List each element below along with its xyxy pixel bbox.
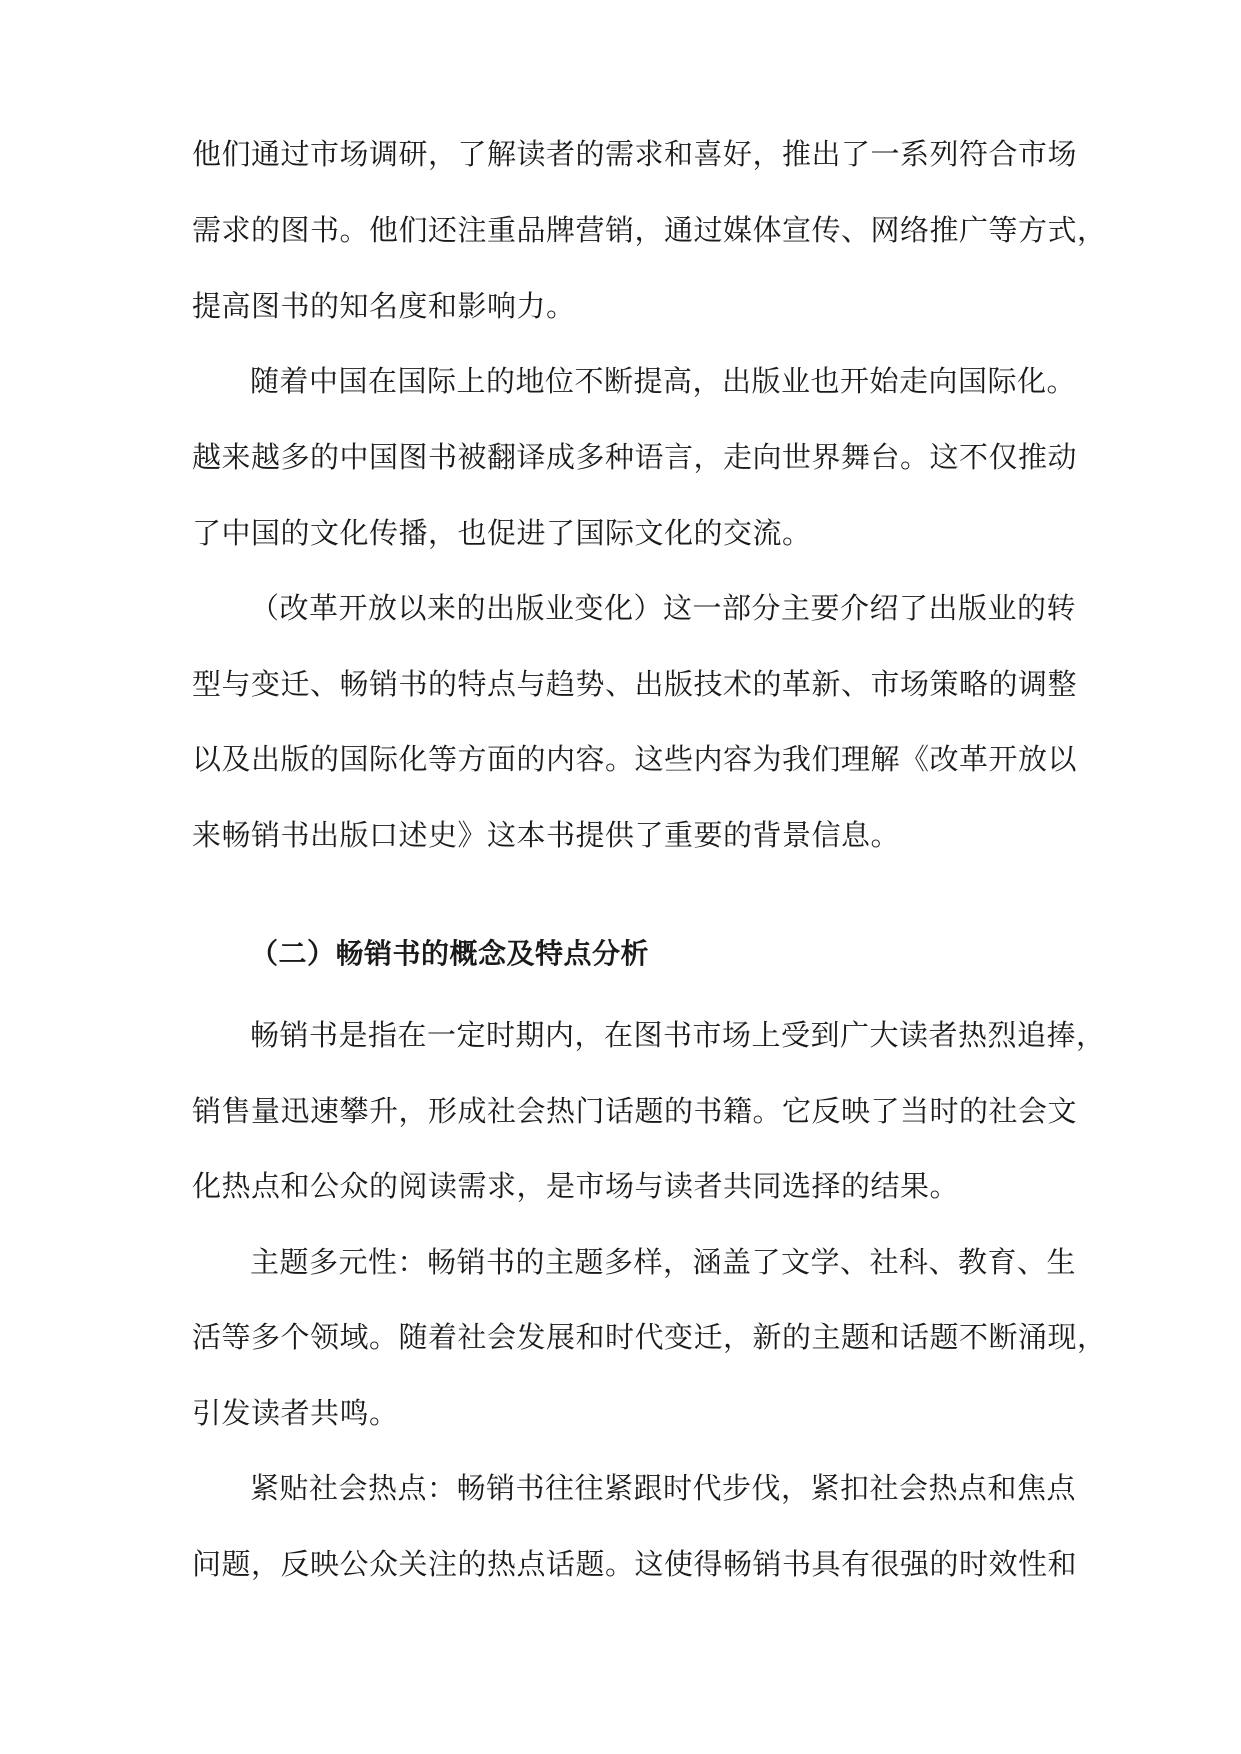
text-line: 型与变迁、畅销书的特点与趋势、出版技术的革新、市场策略的调整 <box>192 667 1078 701</box>
text-line: 主题多元性：畅销书的主题多样，涵盖了文学、社科、教育、生 <box>250 1245 1077 1279</box>
text-line: 提高图书的知名度和影响力。 <box>192 289 576 323</box>
text-line: 以及出版的国际化等方面的内容。这些内容为我们理解《改革开放以 <box>192 742 1078 776</box>
text-line: 引发读者共鸣。 <box>192 1396 399 1430</box>
text-line: 随着中国在国际上的地位不断提高，出版业也开始走向国际化。 <box>250 364 1077 398</box>
text-line: 畅销书是指在一定时期内，在图书市场上受到广大读者热烈追捧， <box>250 1018 1106 1052</box>
text-line: 越来越多的中国图书被翻译成多种语言，走向世界舞台。这不仅推动 <box>192 440 1078 474</box>
text-line: 了中国的文化传播，也促进了国际文化的交流。 <box>192 516 812 550</box>
text-line: 销售量迅速攀升，形成社会热门话题的书籍。它反映了当时的社会文 <box>192 1094 1078 1128</box>
text-line: 紧贴社会热点：畅销书往往紧跟时代步伐，紧扣社会热点和焦点 <box>250 1471 1077 1505</box>
text-line: 化热点和公众的阅读需求，是市场与读者共同选择的结果。 <box>192 1169 960 1203</box>
section-heading: （二）畅销书的概念及特点分析 <box>250 937 650 970</box>
text-line: 需求的图书。他们还注重品牌营销，通过媒体宣传、网络推广等方式， <box>192 213 1107 247</box>
text-line: 来畅销书出版口述史》这本书提供了重要的背景信息。 <box>192 818 901 852</box>
text-line: 问题，反映公众关注的热点话题。这使得畅销书具有很强的时效性和 <box>192 1547 1078 1581</box>
text-line: 他们通过市场调研，了解读者的需求和喜好，推出了一系列符合市场 <box>192 137 1078 171</box>
text-line: 活等多个领域。随着社会发展和时代变迁，新的主题和话题不断涌现， <box>192 1320 1107 1354</box>
text-line: （改革开放以来的出版业变化）这一部分主要介绍了出版业的转 <box>250 591 1077 625</box>
